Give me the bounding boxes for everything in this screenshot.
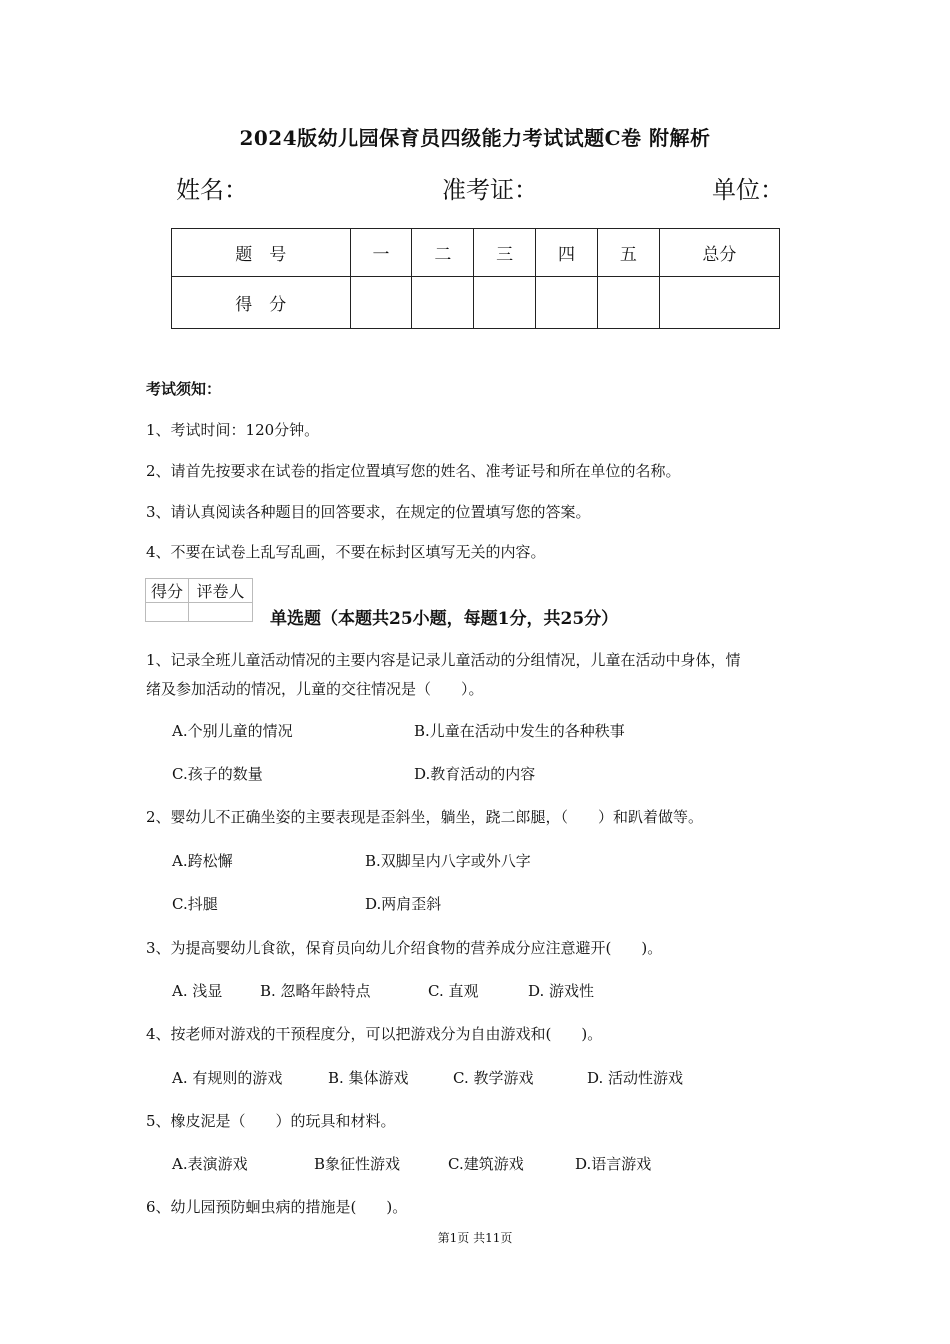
score-header-cell: 二 bbox=[412, 229, 474, 277]
score-cell[interactable] bbox=[659, 277, 779, 329]
score-header-cell: 四 bbox=[536, 229, 598, 277]
score-cell[interactable] bbox=[474, 277, 536, 329]
question-2-option-d[interactable]: D.两肩歪斜 bbox=[365, 895, 442, 913]
grader-reviewer-label: 评卷人 bbox=[189, 579, 253, 603]
question-4-option-c[interactable]: C. 教学游戏 bbox=[453, 1069, 534, 1087]
question-3-option-d[interactable]: D. 游戏性 bbox=[528, 982, 595, 1000]
question-1-option-d[interactable]: D.教育活动的内容 bbox=[414, 765, 536, 783]
score-row-label: 得 分 bbox=[172, 277, 351, 329]
score-cell[interactable] bbox=[412, 277, 474, 329]
question-5-option-a[interactable]: A.表演游戏 bbox=[172, 1155, 248, 1173]
notice-item: 3、请认真阅读各种题目的回答要求，在规定的位置填写您的答案。 bbox=[146, 503, 591, 521]
exam-id-label: 准考证： bbox=[442, 176, 538, 204]
question-3-option-a[interactable]: A. 浅显 bbox=[172, 982, 223, 1000]
question-1-line-1: 1、记录全班儿童活动情况的主要内容是记录儿童活动的分组情况，儿童在活动中身体，情 bbox=[146, 651, 741, 669]
notice-item: 1、考试时间：120分钟。 bbox=[146, 421, 320, 439]
question-1-line-2: 绪及参加活动的情况，儿童的交往情况是（ ）。 bbox=[146, 680, 484, 698]
grader-reviewer-cell[interactable] bbox=[189, 603, 253, 622]
question-3-option-b[interactable]: B. 忽略年龄特点 bbox=[260, 982, 371, 1000]
grader-score-cell[interactable] bbox=[146, 603, 189, 622]
score-table-header-row bbox=[172, 229, 780, 277]
score-table bbox=[171, 228, 780, 329]
score-header-cell: 五 bbox=[597, 229, 659, 277]
question-4-option-a[interactable]: A. 有规则的游戏 bbox=[172, 1069, 283, 1087]
grader-score-label: 得分 bbox=[146, 579, 189, 603]
question-5-option-b[interactable]: B象征性游戏 bbox=[314, 1155, 401, 1173]
question-2-line-1: 2、婴幼儿不正确坐姿的主要表现是歪斜坐，躺坐，跷二郎腿，（ ）和趴着做等。 bbox=[146, 808, 704, 826]
section-title: 单选题（本题共25小题，每题1分，共25分） bbox=[270, 609, 619, 629]
question-2-option-c[interactable]: C.抖腿 bbox=[172, 895, 218, 913]
question-5-option-d[interactable]: D.语言游戏 bbox=[575, 1155, 652, 1173]
question-2-option-b[interactable]: B.双脚呈内八字或外八字 bbox=[365, 852, 531, 870]
notice-item: 4、不要在试卷上乱写乱画，不要在标封区填写无关的内容。 bbox=[146, 543, 546, 561]
question-5-line-1: 5、橡皮泥是（ ）的玩具和材料。 bbox=[146, 1112, 396, 1130]
score-cell[interactable] bbox=[597, 277, 659, 329]
score-cell[interactable] bbox=[350, 277, 412, 329]
score-table-score-row bbox=[172, 277, 780, 329]
score-header-cell: 题 号 bbox=[172, 229, 351, 277]
question-1-option-b[interactable]: B.儿童在活动中发生的各种秩事 bbox=[414, 722, 625, 740]
notice-item: 2、请首先按要求在试卷的指定位置填写您的姓名、准考证号和所在单位的名称。 bbox=[146, 462, 681, 480]
score-header-cell: 总分 bbox=[659, 229, 779, 277]
question-1-option-c[interactable]: C.孩子的数量 bbox=[172, 765, 263, 783]
question-3-line-1: 3、为提高婴幼儿食欲，保育员向幼儿介绍食物的营养成分应注意避开( )。 bbox=[146, 939, 663, 957]
question-1-option-a[interactable]: A.个别儿童的情况 bbox=[172, 722, 293, 740]
name-label: 姓名： bbox=[176, 176, 248, 204]
grader-box bbox=[145, 578, 253, 622]
score-header-cell: 一 bbox=[350, 229, 412, 277]
score-cell[interactable] bbox=[536, 277, 598, 329]
question-6-line-1: 6、幼儿园预防蛔虫病的措施是( )。 bbox=[146, 1198, 408, 1216]
score-header-cell: 三 bbox=[474, 229, 536, 277]
notice-heading: 考试须知： bbox=[146, 380, 222, 398]
question-4-line-1: 4、按老师对游戏的干预程度分，可以把游戏分为自由游戏和( )。 bbox=[146, 1025, 603, 1043]
question-2-option-a[interactable]: A.跨松懈 bbox=[172, 852, 233, 870]
unit-label: 单位： bbox=[712, 176, 784, 204]
question-3-option-c[interactable]: C. 直观 bbox=[428, 982, 479, 1000]
question-4-option-b[interactable]: B. 集体游戏 bbox=[328, 1069, 409, 1087]
page-footer: 第1页 共11页 bbox=[437, 1231, 513, 1245]
question-5-option-c[interactable]: C.建筑游戏 bbox=[448, 1155, 524, 1173]
question-4-option-d[interactable]: D. 活动性游戏 bbox=[587, 1069, 684, 1087]
page-title: 2024版幼儿园保育员四级能力考试试题C卷 附解析 bbox=[239, 126, 711, 150]
